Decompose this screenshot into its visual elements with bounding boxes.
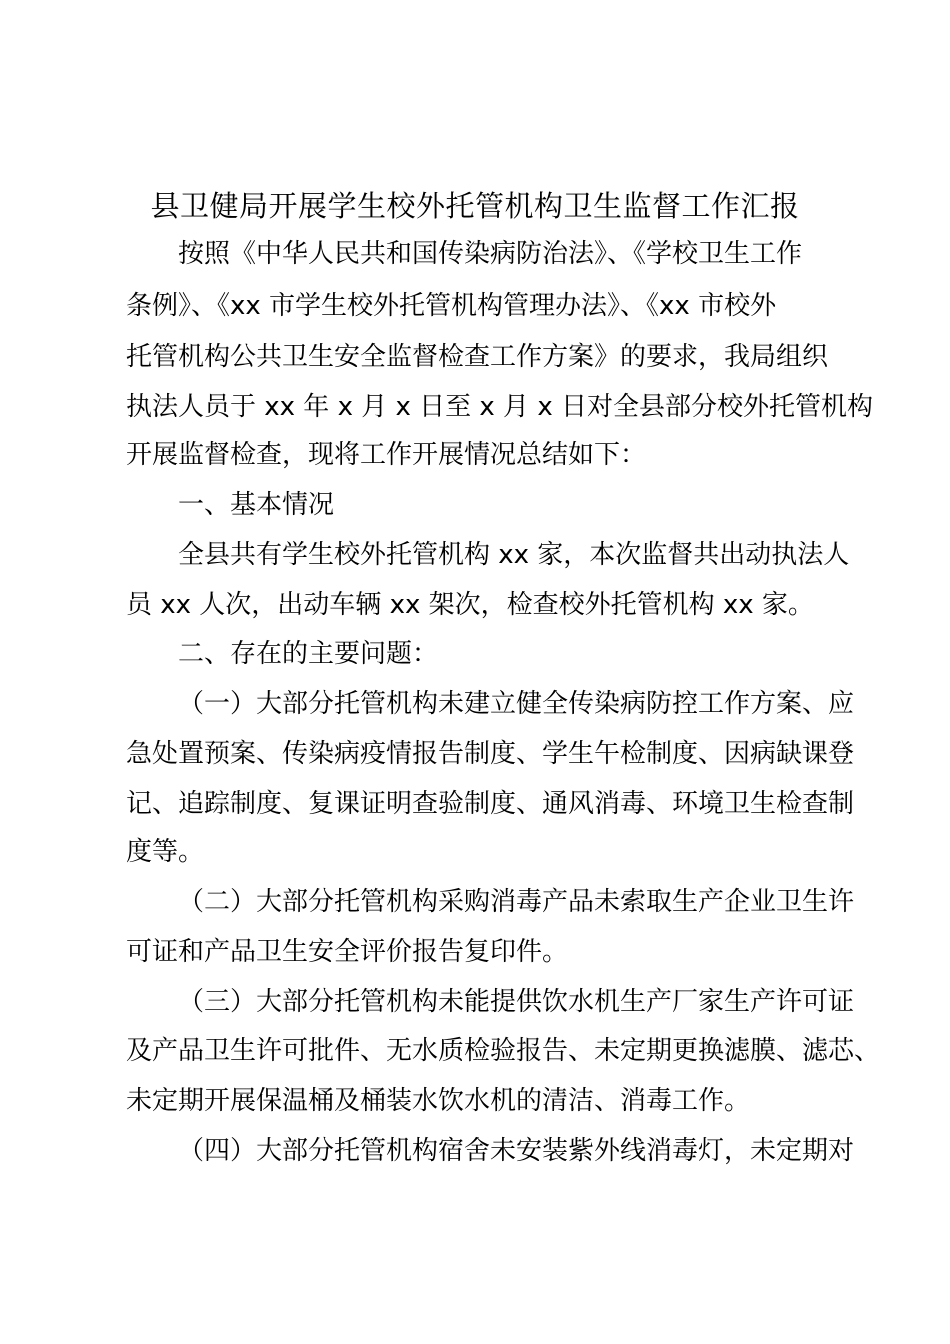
paragraph-basic-line-1: 全县共有学生校外托管机构 xx 家，本次监督共出动执法人 bbox=[178, 540, 850, 570]
paragraph-intro-line-3: 托管机构公共卫生安全监督检查工作方案》的要求，我局组织 bbox=[126, 342, 829, 372]
paragraph-intro-line-2: 条例》、《xx 市学生校外托管机构管理办法》、《xx 市校外 bbox=[126, 291, 777, 321]
paragraph-intro-line-5: 开展监督检查，现将工作开展情况总结如下： bbox=[126, 440, 647, 470]
paragraph-intro-line-1: 按照《中华人民共和国传染病防治法》、《学校卫生工作 bbox=[178, 239, 803, 269]
problem-2-line-1: （二）大部分托管机构采购消毒产品未索取生产企业卫生许 bbox=[178, 887, 855, 917]
section-heading-basic: 一、基本情况 bbox=[178, 490, 335, 520]
problem-1-line-2: 急处置预案、传染病疫情报告制度、学生午检制度、因病缺课登 bbox=[126, 739, 855, 769]
problem-1-line-1: （一）大部分托管机构未建立健全传染病防控工作方案、应 bbox=[178, 689, 855, 719]
problem-2-line-2: 可证和产品卫生安全评价报告复印件。 bbox=[126, 937, 569, 967]
problem-1-line-3: 记、追踪制度、复课证明查验制度、通风消毒、环境卫生检查制 bbox=[126, 789, 855, 819]
problem-4-line-1: （四）大部分托管机构宿舍未安装紫外线消毒灯，未定期对 bbox=[178, 1136, 855, 1166]
problem-1-line-4: 度等。 bbox=[126, 837, 205, 867]
section-heading-problems: 二、存在的主要问题： bbox=[178, 639, 439, 669]
paragraph-basic-line-2: 员 xx 人次，出动车辆 xx 架次，检查校外托管机构 xx 家。 bbox=[126, 590, 814, 620]
problem-3-line-2: 及产品卫生许可批件、无水质检验报告、未定期更换滤膜、滤芯、 bbox=[126, 1036, 881, 1066]
paragraph-intro-line-4: 执法人员于 xx 年 x 月 x 日至 x 月 x 日对全县部分校外托管机构 bbox=[126, 392, 873, 422]
problem-3-line-1: （三）大部分托管机构未能提供饮水机生产厂家生产许可证 bbox=[178, 987, 855, 1017]
problem-3-line-3: 未定期开展保温桶及桶装水饮水机的清洁、消毒工作。 bbox=[126, 1086, 751, 1116]
document-title: 县卫健局开展学生校外托管机构卫生监督工作汇报 bbox=[150, 189, 800, 223]
